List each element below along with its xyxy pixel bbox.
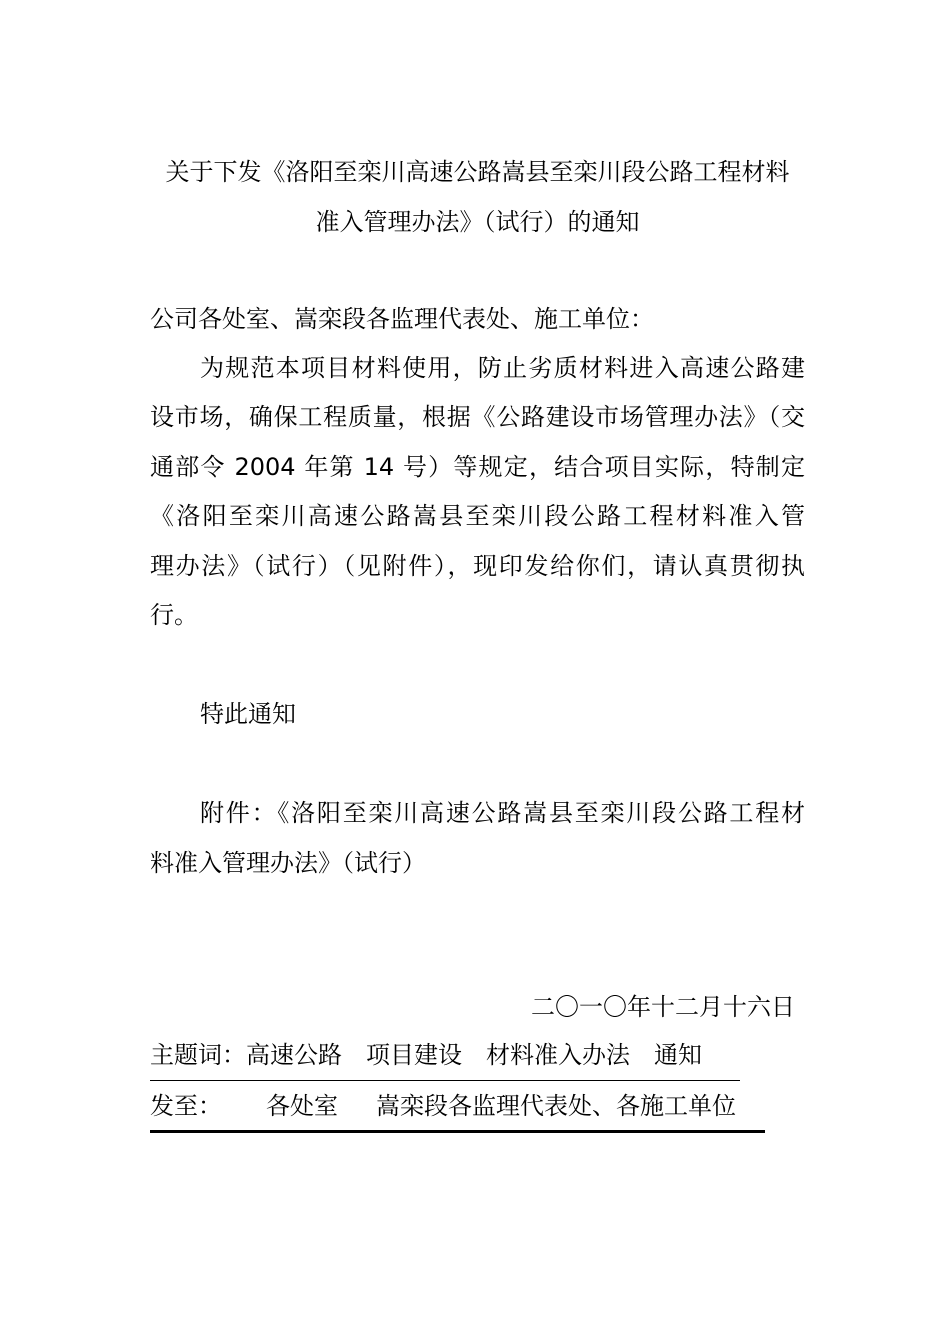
body-paragraph [150, 344, 805, 640]
send-to-item: 各处室 [266, 1092, 338, 1120]
title-line-1: 关于下发《洛阳至栾川高速公路嵩县至栾川段公路工程材料 [165, 158, 790, 186]
issue-date: 二〇一〇年十二月十六日 [531, 993, 795, 1021]
document-title [150, 147, 805, 247]
divider-thick [150, 1130, 765, 1133]
divider-thin [150, 1080, 740, 1081]
body-line: 行。 [150, 601, 198, 630]
body-line: 《洛阳至栾川高速公路嵩县至栾川段公路工程材料准入管 [150, 502, 805, 531]
send-to-item: 嵩栾段各监理代表处、各施工单位 [376, 1092, 736, 1120]
keywords-row [150, 1030, 740, 1080]
recipient-line: 公司各处室、嵩栾段各监理代表处、施工单位： [150, 305, 654, 333]
notice-line: 特此通知 [200, 700, 296, 728]
body-line: 设市场，确保工程质量，根据《公路建设市场管理办法》（交 [150, 403, 805, 432]
attachment-line: 料准入管理办法》（试行） [150, 849, 426, 877]
body-line: 为规范本项目材料使用，防止劣质材料进入高速公路建 [200, 354, 805, 382]
title-line-2: 准入管理办法》（试行）的通知 [315, 208, 640, 236]
body-line: 理办法》（试行）（见附件），现印发给你们，请认真贯彻执 [150, 551, 805, 580]
attachment-line: 附件：《洛阳至栾川高速公路嵩县至栾川段公路工程材 [200, 799, 805, 827]
keyword-item: 通知 [654, 1041, 702, 1069]
keywords-label: 主题词： [150, 1041, 246, 1069]
attachment-paragraph [150, 788, 805, 888]
send-to-row [150, 1082, 765, 1130]
body-line: 通部令 2004 年第 14 号）等规定，结合项目实际，特制定 [150, 452, 805, 481]
keyword-item: 材料准入办法 [486, 1041, 630, 1069]
send-to-label: 发至： [150, 1092, 222, 1120]
keyword-item: 项目建设 [366, 1041, 462, 1069]
keyword-item: 高速公路 [246, 1041, 342, 1069]
